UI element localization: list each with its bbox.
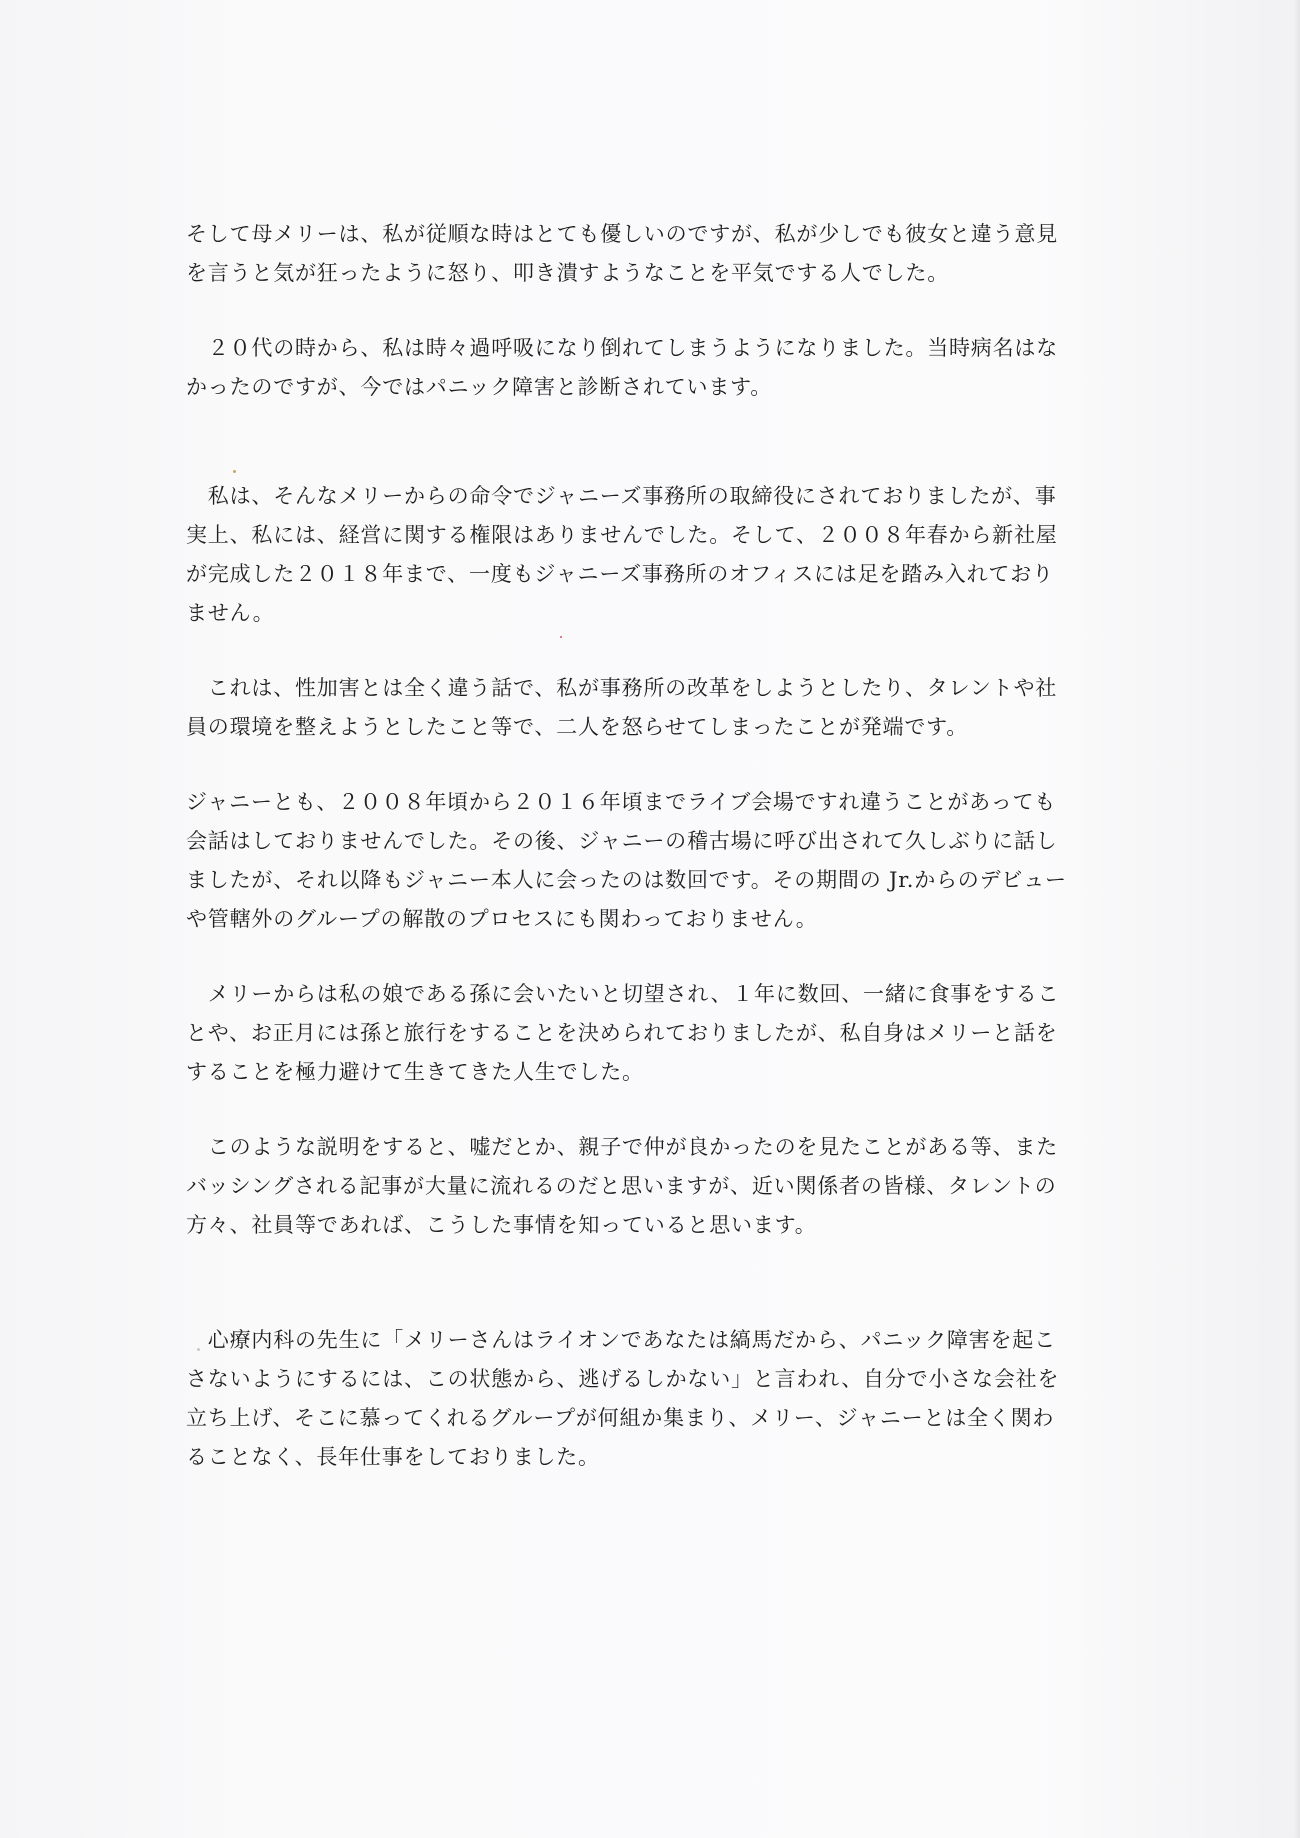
paragraph-gap	[186, 1092, 1116, 1128]
paragraph-gap	[186, 293, 1116, 329]
paragraph-gap	[186, 747, 1116, 783]
text-line: かったのですが、今ではパニック障害と診断されています。	[186, 375, 773, 399]
text-line: さないようにするには、この状態から、逃げるしかない」と言われ、自分で小さな会社を	[186, 1367, 1060, 1391]
text-line: ません。	[186, 601, 275, 625]
text-line: ジャニーとも、２００８年頃から２０１６年頃までライブ会場ですれ違うことがあっても	[186, 790, 1057, 814]
text-line: 実上、私には、経営に関する権限はありませんでした。そして、２００８年春から新社屋	[186, 523, 1058, 547]
text-line: 心療内科の先生に「メリーさんはライオンであなたは縞馬だから、パニック障害を起こ	[186, 1328, 1056, 1352]
paragraph-own-company	[186, 1321, 1116, 1477]
text-line: このような説明をすると、嘘だとか、親子で仲が良かったのを見たことがある等、また	[186, 1135, 1058, 1159]
paragraph-director-role	[186, 477, 1116, 633]
text-line: バッシングされる記事が大量に流れるのだと思いますが、近い関係者の皆様、タレントの	[186, 1174, 1057, 1198]
text-line: 方々、社員等であれば、こうした事情を知っていると思います。	[186, 1213, 817, 1237]
text-line: 立ち上げ、そこに慕ってくれるグループが何組か集まり、メリー、ジャニーとは全く関わ	[186, 1406, 1055, 1430]
paragraph-gap	[186, 939, 1116, 975]
text-line: メリーからは私の娘である孫に会いたいと切望され、１年に数回、一緒に食事をするこ	[186, 982, 1060, 1006]
paragraph-mother-temper	[186, 215, 1116, 293]
text-line: や管轄外のグループの解散のプロセスにも関わっておりません。	[186, 907, 818, 931]
text-line: これは、性加害とは全く違う話で、私が事務所の改革をしようとしたり、タレントや社	[186, 676, 1058, 700]
text-line: ることなく、長年仕事をしておりました。	[186, 1445, 600, 1469]
text-line: 員の環境を整えようとしたこと等で、二人を怒らせてしまったことが発端です。	[186, 715, 969, 739]
paragraph-explanation	[186, 1128, 1116, 1245]
paragraph-gap	[186, 407, 1116, 477]
text-line: とや、お正月には孫と旅行をすることを決められておりましたが、私自身はメリーと話を	[186, 1021, 1058, 1045]
text-line: ２０代の時から、私は時々過呼吸になり倒れてしまうようになりました。当時病名はな	[186, 336, 1058, 360]
paragraph-panic-disorder	[186, 329, 1116, 407]
paragraph-gap	[186, 1245, 1116, 1321]
paragraph-johnny-contact	[186, 783, 1116, 939]
text-line: が完成した２０１８年まで、一度もジャニーズ事務所のオフィスには足を踏み入れており	[186, 562, 1054, 586]
text-line: そして母メリーは、私が従順な時はとても優しいのですが、私が少しでも彼女と違う意見	[186, 222, 1058, 246]
text-line: することを極力避けて生きてきた人生でした。	[186, 1060, 644, 1084]
text-line: 会話はしておりませんでした。その後、ジャニーの稽古場に呼び出されて久しぶりに話し	[186, 829, 1058, 853]
text-line: ましたが、それ以降もジャニー本人に会ったのは数回です。その期間の Jr.からのデビュー	[186, 868, 1067, 892]
paragraph-mary-grandchild	[186, 975, 1116, 1092]
paragraph-origin-of-conflict	[186, 669, 1116, 747]
paragraph-gap	[186, 633, 1116, 669]
text-line: を言うと気が狂ったように怒り、叩き潰すようなことを平気でする人でした。	[186, 261, 949, 285]
document-body	[186, 215, 1116, 1477]
page-edge-shadow	[1294, 0, 1300, 1838]
text-line: 私は、そんなメリーからの命令でジャニーズ事務所の取締役にされておりましたが、事	[186, 484, 1057, 508]
